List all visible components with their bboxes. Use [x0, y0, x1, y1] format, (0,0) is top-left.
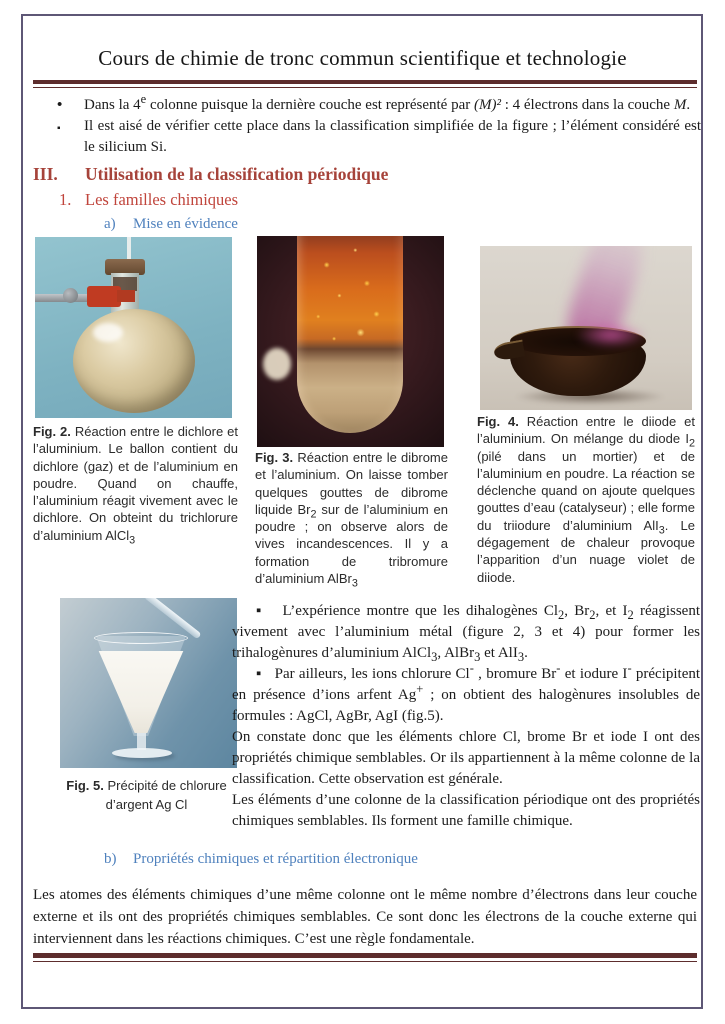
flask-highlight [93, 323, 123, 342]
bullet-icon: ▪ [57, 123, 61, 134]
list-item [57, 116, 701, 158]
subsection-title: Mise en évidence [133, 216, 238, 232]
paragraph-ions: ▪ Par ailleurs, les ions chlorure Cl- , bromure Br- et iodure I- précipitent en présence d’ions arfent Ag+ ; on obtient des halogènures insolubles de formules : AgCl, AgBr, AgI (fig.5). [232, 661, 701, 724]
fig2-caption: Fig. 2. Réaction entre le dichlore et l’aluminium. Le ballon contient du dichlore (gaz) et de l’aluminium en poudre. Quand on chauffe, l’aluminium réagit vivement avec le dichlore. On obteint du trichlorure d’aluminium AlCl$_3$ [33, 424, 239, 547]
white-precipitate [96, 636, 186, 736]
paragraph-constat: On constate donc que les éléments chlore Cl, brome Br et iode I ont des propriétés chimique semblables. Or ils appartiennent à la même colonne de la classification. Cette observation est générale. [232, 729, 700, 787]
fig2-photo-chlorine-aluminium [35, 237, 232, 418]
subsection-number: 1. [59, 190, 72, 209]
paragraph-famille: Les éléments d’une colonne de la classification périodique ont des propriétés chimiques semblables. Ils forment une famille chimique. [232, 792, 700, 829]
paragraph-regle-fondamentale: Les atomes des éléments chimiques d’une même colonne ont le même nombre d’électrons dans leur couche externe et ils ont des propriétés chimiques semblables. Ce sont donc les électrons de la couche externe qui interviennent dans les réactions chimiques. C’est une règle fondamentale. [33, 887, 697, 947]
reaction-blob [263, 348, 291, 380]
bullet-text: Dans la 4e colonne puisque la dernière couche est représenté par (M)² : 4 électrons dans la couche M. [84, 92, 691, 113]
round-flask-icon [73, 309, 195, 413]
body-text-column [232, 601, 700, 832]
subsection-letter: b) [104, 851, 117, 867]
subsection-letter: a) [104, 216, 116, 232]
fig5-photo-silver-chloride [60, 598, 237, 768]
subsection-heading-a [104, 216, 504, 233]
clamp-icon [87, 286, 121, 307]
subsection-heading-1 [59, 190, 559, 210]
subsection-title: Les familles chimiques [85, 190, 239, 209]
fig4-caption: Fig. 4. Réaction entre le diiode et l’aluminium. On mélange du diode $I_2$ (pilé dans un mortier) et de l’aluminium en poudre. La réaction se déclenche quand on ajoute quelques gouttes d’eau (catalyseur) ; elle forme du triiodure d’aluminium AlI$_3$. Le dégagement de chaleur provoque l’apparition d’un nuage violet de diiode. [477, 414, 695, 585]
fig3-caption: Fig. 3. Réaction entre le dibrome et l’aluminium. On laisse tomber quelques gouttes de dibrome liquide $Br_2$ sur de l’aluminium en poudre ; on observe alors de vives incandescences. Il y a formation de tribromure d’aluminium AlBr$_3$ [255, 450, 448, 590]
page-title: Cours de chimie de tronc commun scientifique et technologie [98, 46, 627, 70]
subsection-title: Propriétés chimiques et répartition électronique [133, 851, 418, 867]
bullet-icon: • [57, 97, 63, 113]
intro-bullet-list [57, 92, 701, 158]
incandescence-sparks [297, 236, 403, 351]
glass-foot [112, 748, 172, 758]
glass-rim [94, 632, 188, 644]
clamp-knob-icon [63, 288, 78, 303]
title-rule [33, 80, 697, 88]
reaction-glow [575, 322, 647, 348]
clamp-arm-icon [117, 290, 135, 302]
bullet-text: Il est aisé de vérifier cette place dans la classification simplifiée de la figure ; l’élément considéré est le silicium Si. [84, 118, 701, 155]
section-number: III. [33, 164, 58, 184]
fig4-photo-iodine-aluminium [480, 246, 692, 410]
fig5-caption: Fig. 5. Précipité de chlorure d’argent Ag Cl [66, 778, 227, 812]
list-item [57, 92, 701, 116]
section-title: Utilisation de la classification périodique [85, 164, 389, 184]
section-heading-iii [33, 164, 633, 185]
subsection-heading-b [104, 851, 624, 868]
paragraph-dihalogenes: ▪ L’expérience montre que les dihalogènes $Cl_2$, $Br_2$, et $I_2$ réagissent vivement avec l’aluminium métal (figure 2, 3 et 4) pour former les trihalogènures d’aluminium AlCl$_3$, AlBr$_3$ et AlI$_3$. [232, 603, 701, 664]
test-tube-icon [297, 236, 403, 433]
fig3-photo-bromine-aluminium [257, 236, 444, 447]
footer-rule [33, 953, 697, 962]
